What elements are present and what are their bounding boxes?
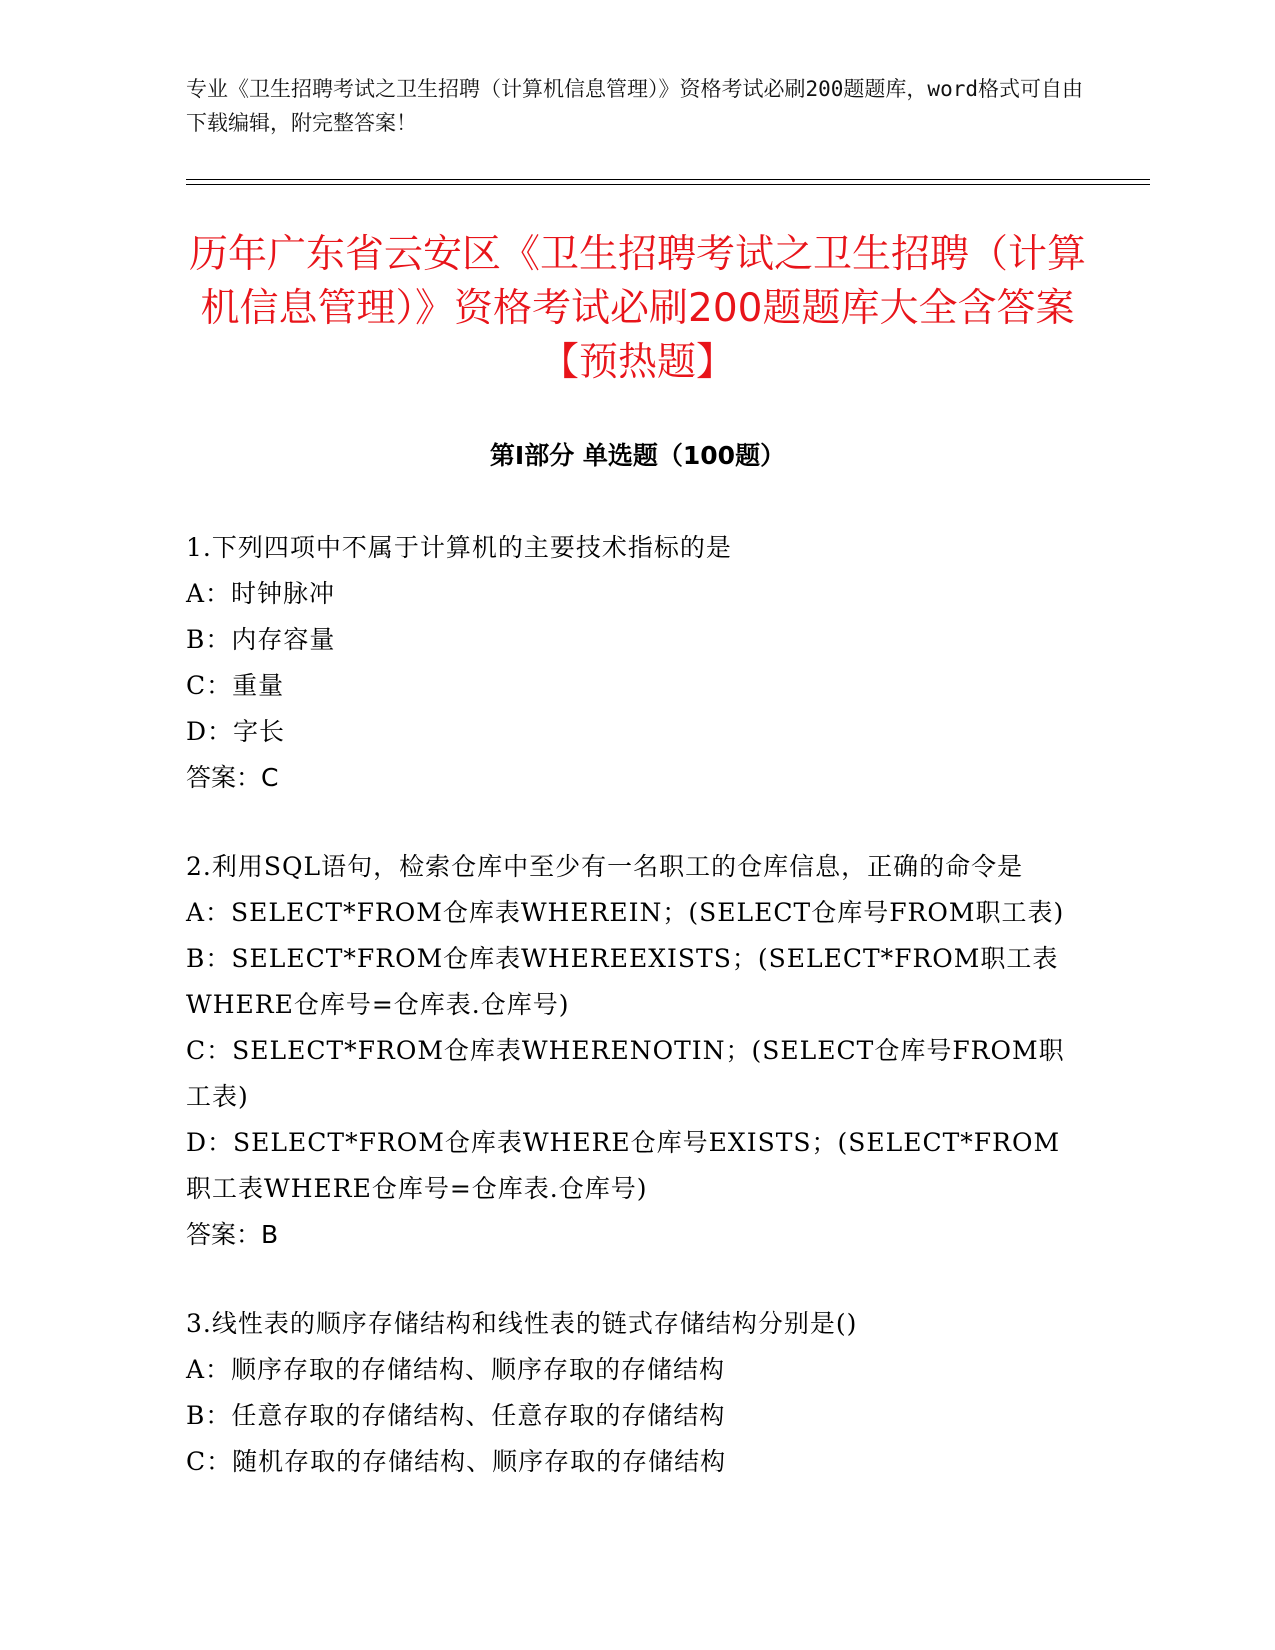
option-c: C：重量 [186,671,285,700]
option-b: B：SELECT*FROM仓库表WHEREEXISTS；(SELECT*FROM职工表WHERE仓库号=仓库表.仓库号) [186,944,1059,1019]
answer: 答案：C [186,763,279,792]
header-divider-top [186,179,1150,180]
option-d: D：字长 [186,717,286,746]
option-d: D：SELECT*FROM仓库表WHERE仓库号EXISTS；(SELECT*FROM职工表WHERE仓库号=仓库表.仓库号) [186,1128,1061,1203]
option-a: A：顺序存取的存储结构、顺序存取的存储结构 [186,1355,726,1384]
option-a: A：时钟脉冲 [186,579,336,608]
question-3 [186,1301,1066,1485]
question-1 [186,525,1066,801]
option-c: C：随机存取的存储结构、顺序存取的存储结构 [186,1447,727,1476]
question-text: 1.下列四项中不属于计算机的主要技术指标的是 [186,533,732,562]
option-b: B：内存容量 [186,625,336,654]
option-a: A：SELECT*FROM仓库表WHEREIN；(SELECT仓库号FROM职工表) [186,898,1065,927]
option-b: B：任意存取的存储结构、任意存取的存储结构 [186,1401,726,1430]
option-c: C：SELECT*FROM仓库表WHERENOTIN；(SELECT仓库号FROM职工表) [186,1036,1065,1111]
question-text: 2.利用SQL语句，检索仓库中至少有一名职工的仓库信息，正确的命令是 [186,852,1024,881]
question-text: 3.线性表的顺序存储结构和线性表的链式存储结构分别是() [186,1309,858,1338]
header-note: 专业《卫生招聘考试之卫生招聘（计算机信息管理）》资格考试必刷200题题库，word格式可自由下载编辑，附完整答案！ [186,77,1083,135]
document-title: 历年广东省云安区《卫生招聘考试之卫生招聘（计算机信息管理）》资格考试必刷200题题库大全含答案【预热题】 [188,232,1086,385]
question-2 [186,844,1066,1258]
header-divider-bottom [186,184,1150,185]
question-list [186,525,1066,1528]
section-title: 第Ⅰ部分 单选题（100题） [489,441,786,470]
answer: 答案：B [186,1220,279,1249]
